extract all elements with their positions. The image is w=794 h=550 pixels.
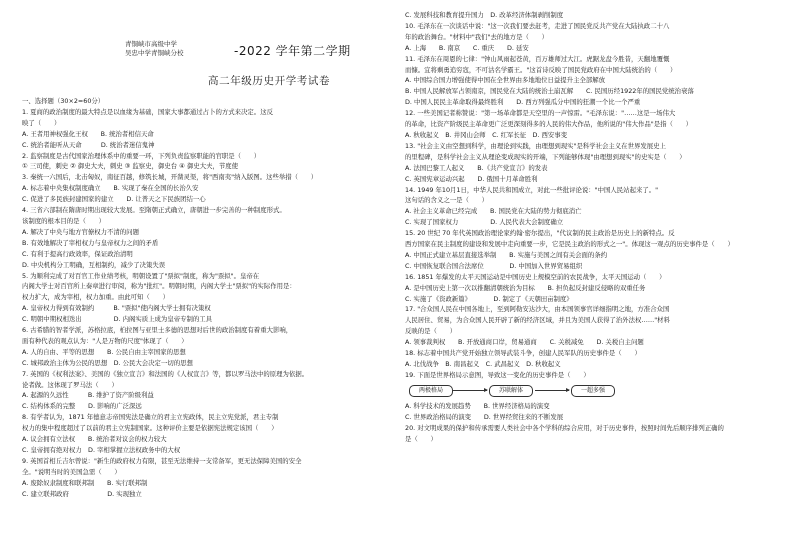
question-line: 映了（ ）	[22, 118, 61, 127]
left-question-list	[22, 96, 394, 500]
question-line: A. 中国正式建立基层直接选举制 B. 实施与美国之间有关会面的条约	[405, 250, 608, 259]
question-line: 10. 毛泽东在一次谈话中说："这一次我们要去赶考，走进了国民党反共产党在大陆执政二十八	[405, 21, 670, 30]
question-line: B. 有效地解决了宰相权力与皇帝权力之间的矛盾	[22, 238, 159, 247]
question-line: 5. 为顺利完成了对百官工作业绩考核，明朝设置了"票拟"制度，称为"票拟"。皇帝在	[22, 271, 260, 280]
question-line: 18. 标志着中国共产党开始独立领导武装斗争，创建人民军队的历史事件是（ ）	[405, 349, 641, 358]
question-line: D. 中央机构分工明确，互相制约，减少了决策失误	[22, 260, 166, 269]
question-line: C. 明朝中期权相迭出 D. 内阁实质上成为皇帝专制的工具	[22, 315, 213, 324]
question-line: A. 社会主义革命已经完成 B. 国民党在大陆的势力彻底消亡	[405, 207, 582, 216]
question-line: 11. 毛泽东在周恩的七律："钟山风雨起苍黄，百万雄师过大江。虎踞龙盘今胜昔，天翻地覆慨	[405, 54, 670, 63]
question-line: 人民居住、贸易，为合众国人民开辟了新的经济区域，并且为美国人获得了治外法权……"材料	[405, 316, 670, 325]
question-line: A. 上海 B. 南京 C. 重庆 D. 延安	[405, 43, 529, 52]
question-line: C. 结构体系的完整 D. 影响的广泛深远	[22, 402, 142, 411]
question-line: 论者做。这体现了罗马法（ ）	[22, 380, 118, 389]
question-line: 17. "合众国人民在中国各地上，至到阿勒安达沙大，由本国领事官详细指明之地，方准合众国	[405, 305, 670, 314]
question-line: A. 北伐战争 B. 南昌起义 C. 武昌起义 D. 秋收起义	[405, 360, 561, 368]
question-line: 而慷。宜将剩勇追穷寇，不可沽名学霸王。"这首诗反映了国民党政府在中国大陆统治的（ ）	[405, 65, 677, 74]
question-line: 15. 20 世纪 70 年代英国政治理论家约翰·密尔提出，"代议制的民主政治是历史上的新特点。反	[405, 229, 675, 238]
question-line: 14. 1949 年10月1日，中华人民共和国成立，对此一些批评论说："中国人民站起来了。"	[405, 185, 659, 194]
exam-term-title: -2022 学年第二学期	[234, 44, 351, 58]
exam-subtitle: 高二年级历史开学考试卷	[208, 75, 331, 87]
question-line: 的里程碑，是科学社会主义从理论变成现实的开端，下列能够体现"由理想到现实"的史实是（ ）	[405, 152, 686, 161]
question-line: A. 起源的久远性 B. 维护了资产阶级利益	[22, 391, 154, 400]
school-names	[125, 40, 184, 58]
question-line: A. 王者用神权强化王权 B. 统治者相信天命	[22, 129, 154, 138]
question-line: A. 废除奴隶制度和联邦制 B. 实行联邦制	[22, 478, 148, 487]
question-line: 权力扩大，成为宰相，权力加重。由此可知（ ）	[22, 293, 169, 302]
question-line: C. 城邦政治主体为公民的思想 D. 公民大会决定一切的思想	[22, 358, 193, 367]
question-line: A. 中国综合国力增强使得中国在全世界由多地地位日益提升主全部解放	[405, 76, 606, 85]
question-line: A. 人的自由、平等的思想 B. 公民自由主宰国家的思想	[22, 347, 186, 356]
question-line: A. 解决了中央与地方官僚权力不清的问题	[22, 227, 139, 236]
question-line: A. 标志着中央集权制度确立 B. 实现了秦在全国的长治久安	[22, 184, 199, 193]
question-line: A. 法国巴黎工人起义 B.《共产党宣言》的发表	[405, 163, 548, 172]
question-line: 面有种代表的观点认为："人是万物的尺度"体现了（ ）	[22, 336, 188, 345]
question-line: 年的政治舞台。"材料中"我们"去的地方是（ ）	[405, 32, 549, 41]
world-pattern-diagram	[405, 383, 777, 399]
question-line: 16. 1851 年爆发的太平天国运动是中国历史上规模空前的农民战争，太平天国运动（ ）	[405, 272, 666, 281]
question-line: C. 实施了《资政新篇》 D. 制定了《天朝田亩制度》	[405, 294, 573, 303]
question-line: 2. 监察制度是古代国家治理体系中的重要一环，下列负责监察职能的官职是（ ）	[22, 151, 261, 160]
question-line: C. 有利于提高行政效率，保证政治清明	[22, 249, 133, 258]
question-line: 8. 有学者认为，1871 年德意志帝国宪法是确立的君主立宪政体，民主立宪党派，君主专制	[22, 413, 279, 422]
question-line: C. 世界政治格局的演变 D. 世界经贸往来的不断发展	[405, 412, 564, 421]
school-name-1: 青铜峡市高级中学	[125, 40, 177, 48]
question-line: 19. 下面是世界格局示意图，导致这一变化的历史事件是（ ）	[405, 370, 590, 379]
question-line: 权力的集中程度超过了以前的君主立宪制国家。这种评价主要是依据宪法规定该国（ ）	[22, 424, 278, 433]
question-line: 6. 古希腊的智者学派，苏格拉底，柏拉图与亚里士多德的思想对后世的政治制度有着重大影响，	[22, 326, 293, 335]
diagram-stage-3: 一超多强	[571, 385, 615, 397]
school-name-2: 吴忠中学青铜峡分校	[125, 49, 184, 57]
question-line: 内阁大学士对百官所上奏章进行审阅，称为"批红"。明朝时期，内阁大学士"票拟"的实际作用是：	[22, 282, 296, 291]
question-line: A. 科学技术的发展趋势 B. 世界经济格局的演变	[405, 401, 550, 410]
question-line: C. 中国恢复联合国合法席位 D. 中国加入世界贸易组织	[405, 261, 583, 270]
question-line: 全。"说明当时的美国急需（ ）	[22, 467, 121, 476]
diagram-arrow-2	[535, 390, 569, 391]
question-line: 的革命，比资产阶级民主革命更广泛更深刻得多的人民的伟大作品，他所说的"伟大作品"是指（ ）	[405, 120, 693, 129]
question-line: 这句话的含义之一是（ ）	[405, 196, 489, 205]
question-line: 3. 秦统一六国后，北击匈奴，南征百越，修筑长城，开凿灵渠，将"西南夷"纳入版图。这些举措（ ）	[22, 173, 318, 182]
right-column	[405, 10, 777, 444]
question-line: C. 皇帝拥有绝对权力 D. 宰相掌握立法权政务中的大权	[22, 446, 181, 454]
question-line: C. 实现了国家权力 D. 人民代表大会制度确立	[405, 218, 564, 227]
question-line: 一、选择题（30×2=60分）	[22, 97, 105, 105]
question-line: 西方国家在民主制度的建设和发展中走向重要一步，它是民主政治的形式之一"。体现这一观点的历史事件是（ ）	[405, 240, 734, 249]
question-line: D. 中国人民民主革命取得最终胜利 D. 西方列强瓜分中国的狂潮一个比一个严重	[405, 98, 641, 107]
question-line: C. 统治者能听从天命 D. 统治者迷信鬼神	[22, 140, 155, 149]
question-line: A. 秋收起义 B. 井冈山会师 C. 红军长征 D. 西安事变	[405, 130, 568, 139]
question-line: C. 促进了多民族封建国家的建立 D. 让普天之下民族团结一心	[22, 195, 206, 204]
question-line: 是（ ）	[405, 434, 437, 443]
question-line: 9. 英国首相丘吉尔曾说："新生的政府权力有限，甚至无法维持一支常备军，更无法保障美国的安全	[22, 456, 302, 465]
question-line: 该制度的根本目的是（ ）	[22, 216, 106, 225]
question-line: 反映的是（ ）	[405, 327, 457, 336]
question-line: ① 三司使，刺史 ② 御史大夫，刺史 ③ 监察史，御史台 ④ 御史大夫，节度使	[22, 162, 239, 171]
question-line: B. 中国人民解放军占领南京，国民党在大陆的统治土崩瓦解 C. 民国历经1922年的国民党统治衰落	[405, 87, 694, 96]
question-line: 20. 对文明成果的保护和传承需要人类社会中各个学科的综合应用，对于历史事件，按照时间先后顺序排列正确的	[405, 423, 724, 432]
question-line: C. 英国宪章运动兴起 D. 俄国十月革命胜利	[405, 174, 538, 183]
question-line: A. 是中国历史上第一次以推翻清朝统治为目标 B. 担负起反封建反侵略的双重任务	[405, 283, 646, 292]
question-line: 12. 一些美国记者称赞说："第一场革命都是天空里的一声惊雷。"毛泽东说："……这是一场伟大	[405, 109, 676, 118]
question-line: A. 皇帝权力得到有效制约 B. "票拟"使内阁大学士拥有决策权	[22, 304, 211, 313]
diagram-arrow-1	[453, 390, 487, 391]
diagram-stage-2: 苏联解体	[489, 385, 533, 397]
question-line: C. 建立联邦政府 D. 实现独立	[22, 489, 142, 498]
question-line: A. 领事裁判权 B. 开放通商口岸，贸易通商 C. 关税减免 D. 关税自主问题	[405, 338, 644, 347]
diagram-stage-1: 两极格局	[409, 385, 453, 397]
question-line: 1. 夏商的政治制度的最大特点是以血缘为基础，国家大事都通过占卜的方式来决定。这反	[22, 107, 273, 116]
question-line: 13. "社会主义由空想到科学，由理论到实践，由理想到现实"是科学社会主义在世界发展史上	[405, 141, 666, 150]
question-line: A. 议会拥有立法权 B. 统治者对议会的权力较大	[22, 435, 167, 444]
question-line: C. 发展科技和教育提升国力 D. 改革经济体制剥削制度	[405, 11, 564, 19]
question-line: 7. 英国的《权利法案》、美国的《独立宣言》和法国的《人权宣言》等，都以罗马法中的原理为依据。	[22, 369, 309, 378]
question-line: 4. 三省六部制在隋唐时期出现较大发展。至隋朝正式确立，唐朝进一步完善的一种制度形式。	[22, 206, 286, 215]
